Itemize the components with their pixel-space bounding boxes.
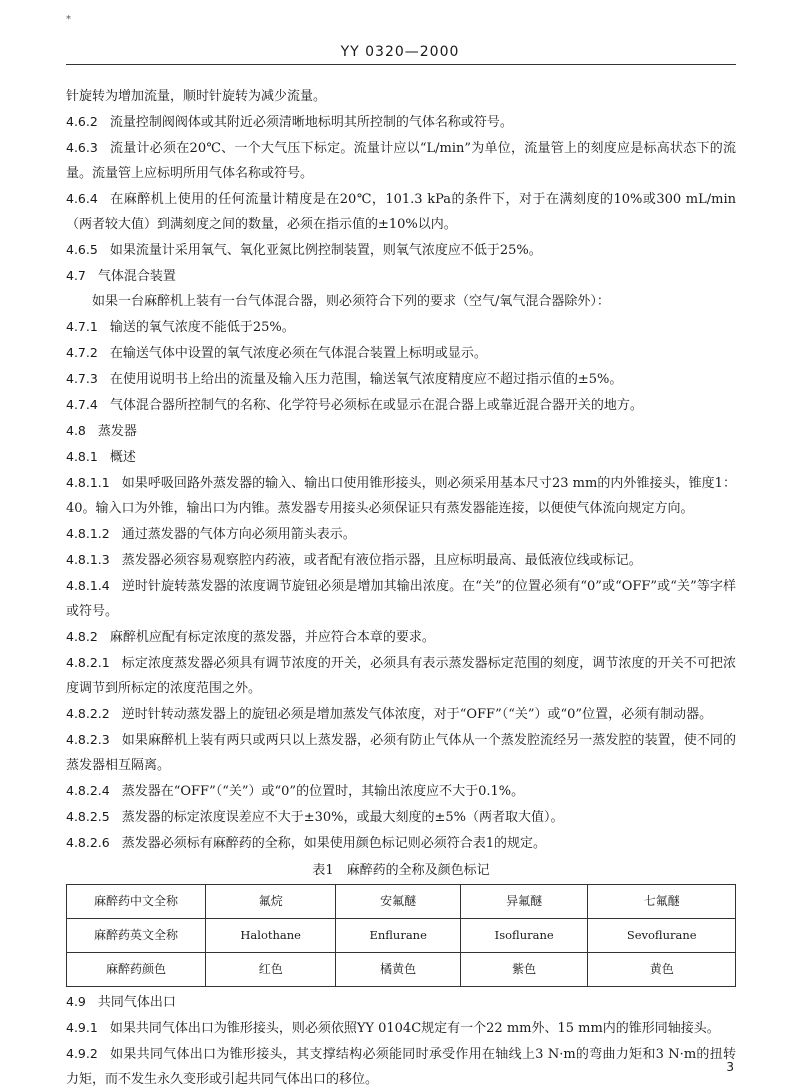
paragraph — [66, 84, 736, 109]
clause-text: 蒸发器 — [97, 424, 137, 439]
table-row — [67, 919, 736, 953]
paragraph — [66, 418, 736, 444]
paragraph — [66, 1041, 736, 1092]
clause-text: 逆时针旋转蒸发器的浓度调节旋钮必须是增加其输出浓度。在“关”的位置必须有“0”或“OFF”或“关”等字样或符号。 — [66, 579, 736, 619]
paragraph — [66, 727, 736, 778]
paragraph — [66, 573, 736, 624]
clause-text: 蒸发器的标定浓度误差应不大于±30%，或最大刻度的±5%（两者取大值）。 — [121, 810, 564, 825]
clause-number: 4.9 — [66, 994, 86, 1009]
row-header: 麻醉药颜色 — [67, 953, 206, 987]
page-number: 3 — [726, 1060, 734, 1074]
clause-text: 如果共同气体出口为锥形接头，其支撑结构必须能同时承受作用在轴线上3 N·m的弯曲力矩和3 N·m的扭转力矩，而不发生永久变形或引起共同气体出口的移位。 — [66, 1047, 736, 1087]
paragraph — [66, 989, 736, 1015]
clause-text: 流量计必须在20℃、一个大气压下标定。流量计应以“L/min”为单位，流量管上的刻度应是标高状态下的流量。流量管上应标明所用气体名称或符号。 — [66, 141, 736, 181]
clause-number: 4.8.2.6 — [66, 835, 110, 850]
clause-text: 如果流量计采用氧气、氧化亚氮比例控制装置，则氧气浓度应不低于25%。 — [109, 243, 542, 258]
table-cell: 紫色 — [460, 953, 587, 987]
clause-text: 共同气体出口 — [97, 995, 176, 1010]
row-header: 麻醉药中文全称 — [67, 885, 206, 919]
clause-number: 4.8.2.3 — [66, 732, 110, 747]
paragraph — [66, 521, 736, 547]
paragraph — [66, 470, 736, 521]
clause-number: 4.9.2 — [66, 1046, 98, 1061]
clause-text: 输送的氧气浓度不能低于25%。 — [109, 320, 295, 335]
clause-text: 如果呼吸回路外蒸发器的输入、输出口使用锥形接头，则必须采用基本尺寸23 mm的内外锥接头，锥度1：40。输入口为外锥，输出口为内锥。蒸发器专用接头必须保证只有蒸发器能连接，以便使气体流向规定方向。 — [66, 476, 736, 516]
clause-text: 如果麻醉机上装有两只或两只以上蒸发器，必须有防止气体从一个蒸发腔流经另一蒸发腔的装置，使不同的蒸发器相互隔离。 — [66, 733, 736, 773]
clause-text: 流量控制阀阀体或其附近必须清晰地标明其所控制的气体名称或符号。 — [109, 115, 513, 130]
paragraph — [66, 237, 736, 263]
clause-text: 蒸发器必须容易观察腔内药液，或者配有液位指示器，且应标明最高、最低液位线或标记。 — [121, 553, 642, 568]
table-cell: 安氟醚 — [336, 885, 461, 919]
paragraph — [66, 624, 736, 650]
corner-mark: * — [66, 14, 71, 25]
paragraph-list — [66, 84, 736, 856]
paragraph — [66, 444, 736, 470]
paragraph — [66, 109, 736, 135]
row-header: 麻醉药英文全称 — [67, 919, 206, 953]
clause-number: 4.7.3 — [66, 371, 98, 386]
paragraph — [66, 547, 736, 573]
table-cell: 橘黄色 — [336, 953, 461, 987]
clause-text: 逆时针转动蒸发器上的旋钮必须是增加蒸发气体浓度，对于“OFF”（“关”）或“0”位置，必须有制动器。 — [121, 707, 713, 722]
clause-number: 4.8 — [66, 423, 86, 438]
clause-number: 4.8.1 — [66, 449, 98, 464]
table-cell: Sevoflurane — [588, 919, 736, 953]
clause-text: 如果一台麻醉机上装有一台气体混合器，则必须符合下列的要求（空气/氧气混合器除外）： — [92, 294, 610, 309]
table-cell: Halothane — [206, 919, 336, 953]
table-cell: 七氟醚 — [588, 885, 736, 919]
paragraph — [66, 650, 736, 701]
clause-number: 4.8.2.5 — [66, 809, 110, 824]
clause-number: 4.8.1.4 — [66, 578, 110, 593]
clause-number: 4.8.1.2 — [66, 526, 110, 541]
clause-text: 在使用说明书上给出的流量及输入压力范围，输送氧气浓度精度应不超过指示值的±5%。 — [109, 372, 623, 387]
paragraph — [66, 701, 736, 727]
clause-number: 4.6.4 — [66, 191, 98, 206]
table-cell: 黄色 — [588, 953, 736, 987]
clause-text: 通过蒸发器的气体方向必须用箭头表示。 — [121, 527, 356, 542]
table-row — [67, 953, 736, 987]
paragraph — [66, 804, 736, 830]
paragraph — [66, 340, 736, 366]
paragraph — [66, 314, 736, 340]
paragraph — [66, 392, 736, 418]
clause-number: 4.8.2 — [66, 629, 98, 644]
paragraph — [66, 186, 736, 237]
paragraph — [66, 778, 736, 804]
clause-text: 蒸发器必须标有麻醉药的全称，如果使用颜色标记则必须符合表1的规定。 — [121, 836, 547, 851]
paragraph — [66, 135, 736, 186]
clause-number: 4.6.3 — [66, 140, 98, 155]
clause-number: 4.8.1.1 — [66, 475, 110, 490]
table-row — [67, 885, 736, 919]
paragraph — [66, 263, 736, 289]
clause-number: 4.8.1.3 — [66, 552, 110, 567]
clause-text: 麻醉机应配有标定浓度的蒸发器，并应符合本章的要求。 — [109, 630, 435, 645]
paragraph — [66, 1015, 736, 1041]
table-cell: 异氟醚 — [460, 885, 587, 919]
header-rule — [66, 64, 736, 65]
clause-text: 蒸发器在“OFF”（“关”）或“0”的位置时，其输出浓度应不大于0.1%。 — [121, 784, 525, 799]
paragraph — [66, 830, 736, 856]
clause-number: 4.7.4 — [66, 397, 98, 412]
paragraph — [66, 289, 736, 314]
clause-text: 气体混合器所控制气的名称、化学符号必须标在或显示在混合器上或靠近混合器开关的地方。 — [109, 398, 643, 413]
clause-text: 气体混合装置 — [97, 269, 176, 284]
clause-text: 针旋转为增加流量，顺时针旋转为减少流量。 — [66, 89, 327, 104]
table-cell: 红色 — [206, 953, 336, 987]
clause-number: 4.7.2 — [66, 345, 98, 360]
clause-text: 概述 — [109, 450, 136, 465]
paragraph — [66, 366, 736, 392]
clause-number: 4.7 — [66, 268, 86, 283]
paragraph-list-after — [66, 989, 736, 1092]
table-cell: 氟烷 — [206, 885, 336, 919]
clause-number: 4.8.2.1 — [66, 655, 110, 670]
table-cell: Isoflurane — [460, 919, 587, 953]
clause-number: 4.6.2 — [66, 114, 98, 129]
clause-text: 如果共同气体出口为锥形接头，则必须依照YY 0104C规定有一个22 mm外、15 mm内的锥形同轴接头。 — [109, 1021, 720, 1036]
clause-number: 4.6.5 — [66, 242, 98, 257]
clause-number: 4.8.2.2 — [66, 706, 110, 721]
clause-number: 4.9.1 — [66, 1020, 98, 1035]
table-cell: Enflurane — [336, 919, 461, 953]
clause-number: 4.7.1 — [66, 319, 98, 334]
clause-text: 标定浓度蒸发器必须具有调节浓度的开关，必须具有表示蒸发器标定范围的刻度，调节浓度的开关不可把浓度调节到所标定的浓度范围之外。 — [66, 656, 736, 696]
document-body — [66, 84, 736, 1092]
anesthetic-color-table — [66, 884, 736, 987]
standard-header: YY 0320—2000 — [340, 44, 460, 60]
clause-text: 在输送气体中设置的氧气浓度必须在气体混合装置上标明或显示。 — [109, 346, 487, 361]
clause-number: 4.8.2.4 — [66, 783, 110, 798]
table-caption: 表1 麻醉药的全称及颜色标记 — [312, 863, 490, 878]
clause-text: 在麻醉机上使用的任何流量计精度是在20℃，101.3 kPa的条件下，对于在满刻度的10%或300 mL/min（两者较大值）到满刻度之间的数量，必须在指示值的±10%以内。 — [66, 192, 736, 232]
